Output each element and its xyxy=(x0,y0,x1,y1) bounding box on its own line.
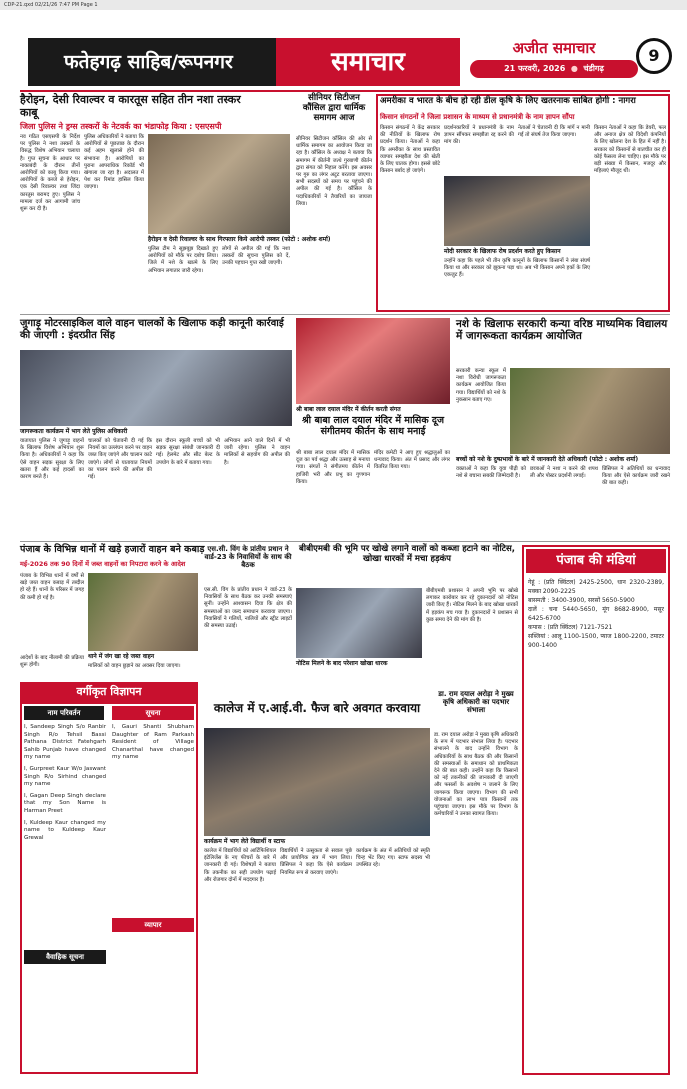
story3-photo xyxy=(444,176,590,246)
story7-headline: पंजाब के विभिन्न थानों में खड़े हजारों वाहन बने कबाड़ xyxy=(20,544,205,555)
story3-caption: मोदी सरकार के खिलाफ रोष प्रदर्शन करते हुए किसान xyxy=(444,247,590,256)
story4-photo xyxy=(20,350,292,426)
story6-body-col1: सरकारी कन्या स्कूल में नशा विरोधी जागरूकता कार्यक्रम आयोजित किया गया। विद्यार्थियों को नशे के नुकसान बताए गए। xyxy=(456,368,506,403)
masthead-rule xyxy=(20,90,670,92)
classified-entry-0: I, Gauri Shanti Shubham Daughter of Ram Parkash Resident of Village Chanarthal have changed my name xyxy=(112,724,194,761)
story3-headline: अमरीका व भारत के बीच हो रही डील कृषि के लिए खतरनाक साबित होगी : नागरा xyxy=(380,96,636,106)
story6-photo xyxy=(510,368,670,454)
mandi-lines xyxy=(528,578,664,1068)
story7-subhead: मई-2026 तक 90 दिनों में जब्त वाहनों का निपटारा करने के आदेश xyxy=(20,560,186,568)
story4-caption: जागरूकता कार्यक्रम में भाग लेते पुलिस अधिकारी xyxy=(20,427,292,436)
story6-body-col4: प्रिंसिपल ने अतिथियों का धन्यवाद किया और ऐसे कार्यक्रम जारी रखने की बात कही। xyxy=(602,466,670,487)
story9-caption: नोटिस मिलने के बाद परेशान खोखा धारक xyxy=(296,659,422,668)
notice-label: सूचना xyxy=(112,706,194,720)
row1-rule xyxy=(20,314,670,315)
story8-body: एस.सी. विंग के प्रांतीय प्रधान ने वार्ड-23 के निवासियों के साथ बैठक कर उनकी समस्याएं सुनीं। उन्होंने आश्वासन दिया कि क्षेत्र की समस्याओं का जल्द समाधान करवाया जाएगा। निवासियों ने गलियों, नालियों और स्ट्रीट लाइटों की समस्या उठाई। xyxy=(204,587,292,630)
story11-body: डा. राम दयाल अरोड़ा ने मुख्य कृषि अधिकारी के रूप में पदभार संभाल लिया है। पदभार संभालने के बाद उन्होंने विभाग के अधिकारियों के साथ बैठक की और किसानों की समस्याओं के समाधान को प्राथमिकता देने की बात कही। उन्होंने कहा कि किसानों को नई तकनीकों की जानकारी दी जाएगी और फसलों के अवशेष न जलाने के लिए जागरूक किया जाएगा। विभाग की सभी योजनाओं का लाभ पात्र किसानों तक पहुंचाया जाएगा। इस मौके पर विभाग के कर्मचारियों ने उनका स्वागत किया। xyxy=(434,732,518,818)
paper-name: अजीत समाचार xyxy=(512,39,596,57)
story5-body-col2: मंदिर कमेटी ने आए हुए श्रद्धालुओं का धन्यवाद किया। अंत में प्रसाद और लंगर वितरित किया गया। xyxy=(374,450,450,471)
edition-date xyxy=(470,60,638,78)
masthead-samachar: समाचार xyxy=(331,47,405,77)
story7-body-col3: मालिकों को वाहन छुड़ाने का अवसर दिया जाएगा। xyxy=(88,663,181,669)
story3-body-col5: उन्होंने कहा कि पहले भी तीन कृषि कानूनों के खिलाफ किसानों ने लंबा संघर्ष किया था और सरकार को झुकना पड़ा था। अब भी किसान अपने हकों के लिए एकजुट हैं। xyxy=(444,258,590,279)
business-label: व्यापार xyxy=(112,918,194,932)
mandi-line-1: गेहूं : (प्रति क्विंटल) 2425-2500, धान 2320-2389, मक्का 2090-2225 xyxy=(528,579,664,595)
story7-body-col1: पंजाब के विभिन्न थानों में वर्षों से खड़े जब्त वाहन कबाड़ में तब्दील हो रहे हैं। थानों के परिसर में जगह की कमी हो गई है। xyxy=(20,573,84,601)
story3-body-col1: किसान संगठनों ने केंद्र सरकार की नीतियों के खिलाफ रोष प्रदर्शन किया। नेताओं ने कहा कि अमरीका के साथ प्रस्तावित व्यापार समझौता देश की खेती के लिए घातक होगा। इससे छोटे किसान बर्बाद हो जाएंगे। xyxy=(380,125,440,175)
mandi-line-5: सब्जियां : आलू 1100-1500, प्याज 1800-2200, टमाटर 900-1400 xyxy=(528,633,664,649)
story10-headline: कालेज में ए.आई.वी. फैज बारे अवगत करवाया xyxy=(213,701,421,715)
story10-body-col3: कार्यक्रम के अंत में अतिथियों को स्मृति चिन्ह भेंट किए गए। स्टाफ सदस्य भी उपस्थित रहे। xyxy=(356,848,430,869)
classified-entry-3: I, Gagan Deep Singh declare that my Son Name is Harman Preet xyxy=(24,792,106,814)
story3-body-col2: प्रदर्शनकारियों ने प्रधानमंत्री के नाम ज्ञापन सौंपकर समझौता रद्द करने की मांग की। xyxy=(444,125,514,146)
matrimonial-label: वैवाहिक सूचना xyxy=(24,950,106,964)
classified-col1 xyxy=(24,724,106,944)
story5-body-col1: श्री बाबा लाल दयाल मंदिर में मासिक दूज का पर्व श्रद्धा और उत्साह से मनाया गया। संगतों ने संगीतमय कीर्तन में हाजिरी भरी और प्रभु का गुणगान किया। xyxy=(296,450,370,485)
story5-caption: श्री बाबा लाल दयाल मंदिर में कीर्तन करती संगत xyxy=(296,405,450,414)
story9-headline: बीबीएमबी की भूमि पर खोखे लगाने वालों को कब्जा हटाने का नोटिस, खोखा धारकों में मचा हड़कंप xyxy=(299,544,515,564)
classified-entry-1: I, Sandeep Singh S/o Ranbir Singh R/o Tehsil Bassi Pathana District Fatehgarh Sahib Punjab have changed my name xyxy=(24,724,106,761)
story10-body-col2: विद्यार्थियों ने उत्सुकता से सवाल पूछे और प्रायोगिक सत्र में भाग लिया। प्रिंसिपल ने कहा कि ऐसे कार्यक्रम नियमित रूप से करवाए जाएंगे। xyxy=(280,848,352,876)
story6-body-col3: छात्राओं ने नशा न करने की शपथ ली और पोस्टर प्रदर्शनी लगाई। xyxy=(530,466,598,480)
story5-photo xyxy=(296,318,450,404)
story4-body-col4: अभियान आने वाले दिनों में भी जारी रहेगा। पुलिस ने वाहन मालिकों से सहयोग की अपील की है। xyxy=(224,438,290,466)
page-number-badge: 9 xyxy=(636,38,672,74)
row2-rule xyxy=(20,541,670,542)
story1-body-col4: लोगों से अपील की गई कि नशा तस्करों की सूचना पुलिस को दें, उनकी पहचान गुप्त रखी जाएगी। xyxy=(222,246,290,267)
city-text: चंडीगढ़ xyxy=(583,64,604,73)
classified-col2 xyxy=(112,724,194,914)
story3-body-col4: किसान नेताओं ने कहा कि डेयरी, फल और अनाज क्षेत्र को विदेशी कंपनियों के लिए खोलना देश के हित में नहीं है। सरकार को किसानों से बातचीत कर ही कोई फैसला लेना चाहिए। इस मौके पर बड़ी संख्या में किसान, मजदूर और महिलाएं मौजूद थीं। xyxy=(594,125,666,175)
story4-body-col3: इस दौरान स्कूली बच्चों को भी सड़क सुरक्षा संबंधी जानकारी दी गई। हेलमेट और सीट बेल्ट के उपयोग के बारे में बताया गया। xyxy=(156,438,220,466)
story1-headline: हैरोइन, देसी रिवाल्वर व कारतूस सहित तीन नशा तस्कर काबू xyxy=(20,93,241,119)
date-text: 21 फरवरी, 2026 xyxy=(504,64,566,73)
story1-body-col3: पुलिस टीम ने सूझबूझ दिखाते हुए आरोपियों को मौके पर दबोच लिया। जिले में नशे के खात्मे के लिए अभियान लगातार जारी रहेगा। xyxy=(148,246,218,274)
story1-body-col2: पुलिस अधिकारियों ने बताया कि आरोपियों से पूछताछ के दौरान कई अहम खुलासे होने की संभावना है। आरोपियों का पुराना आपराधिक रिकॉर्ड भी खंगाला जा रहा है। अदालत में पेश कर रिमांड हासिल किया जाएगा। xyxy=(84,134,144,191)
story4-body-col1: यातायात पुलिस ने जुगाड़ू वाहनों के खिलाफ विशेष अभियान शुरू किया है। अधिकारियों ने कहा कि ऐसे वाहन सड़क सुरक्षा के लिए खतरा हैं और कई हादसों का कारण बनते हैं। xyxy=(20,438,84,481)
story1-body-col1: नव गठित एसएसपी के निर्देश पर पुलिस ने नशा तस्करों के विरुद्ध विशेष अभियान चलाया है। गुप्त सूचना के आधार पर नाकाबंदी के दौरान तीनों आरोपियों को काबू किया गया। आरोपियों के कब्जे से हेरोइन, एक देसी रिवाल्वर तथा जिंदा कारतूस बरामद हुए। पुलिस ने मामला दर्ज कर आगामी जांच शुरू कर दी है। xyxy=(20,134,80,213)
story2-body: सीनियर सिटीजन कौंसिल की ओर से धार्मिक समागम का आयोजन किया जा रहा है। कौंसिल के अध्यक्ष ने बताया कि समागम में कीर्तनी जत्थे गुरबाणी कीर्तन द्वारा संगत को निहाल करेंगे। इस अवसर पर गुरु का लंगर अटूट बरताया जाएगा। सभी सदस्यों को समय पर पहुंचने की अपील की गई है। कौंसिल के पदाधिकारियों ने तैयारियों का जायजा लिया। xyxy=(296,136,372,207)
story5-headline: श्री बाबा लाल दयाल मंदिर में मासिक दूज संगीतमय कीर्तन के साथ मनाई xyxy=(301,415,445,437)
mandi-heading: पंजाब की मंडियां xyxy=(526,549,666,573)
story1-caption: हैरोइन व देसी रिवाल्वर के साथ गिरफ्तार किये आरोपी तस्कर (फोटो : अशोक शर्मा) xyxy=(148,236,331,243)
story9-photo xyxy=(296,588,422,658)
story7-caption: थाने में जंग खा रहे जब्त वाहन xyxy=(88,652,198,661)
story6-caption: बच्चों को नशे के दुष्प्रभावों के बारे में जानकारी देते अधिकारी (फोटो : अशोक शर्मा) xyxy=(456,455,670,464)
file-info-bar: CDP-21.qxd 02/21/26 7:47 PM Page 1 xyxy=(0,0,687,10)
mandi-line-4: कपास : (प्रति क्विंटल) 7121-7521 xyxy=(528,624,613,631)
story10-photo xyxy=(204,728,430,836)
classified-entry-2: I, Gurpreet Kaur W/o Jaswant Singh R/o Sirhind changed my name xyxy=(24,765,106,788)
story7-body-col2: आदेशों के बाद नीलामी की प्रक्रिया शुरू होगी। xyxy=(20,655,84,669)
story1-photo xyxy=(148,134,290,234)
story9-body-col1: बीबीएमबी प्रशासन ने अपनी भूमि पर खोखे लगाकर कारोबार कर रहे दुकानदारों को नोटिस जारी किए हैं। नोटिस मिलने के बाद खोखा धारकों में हड़कंप मच गया है। दुकानदारों ने प्रशासन से कुछ समय देने की मांग की है। xyxy=(426,588,518,623)
classifieds-heading: वर्गीकृत विज्ञापन xyxy=(20,682,198,702)
story6-body-col2: वक्ताओं ने कहा कि युवा पीढ़ी को नशे से बचाना सबकी जिम्मेदारी है। xyxy=(456,466,526,480)
mandi-line-3: दालें : चना 5440-5650, मूंग 8682-8900, मसूर 6425-6700 xyxy=(528,606,664,622)
story11-headline: डा. राम दयाल अरोड़ा ने मुख्य कृषि अधिकारी का पदभार संभाला xyxy=(438,690,514,715)
story2-headline: सीनियर सिटीजन कौंसिल द्वारा धार्मिक समागम आज xyxy=(302,93,366,123)
story4-body-col2: चालकों को चेतावनी दी गई कि नियमों का उल्लंघन करने पर वाहन जब्त किए जाएंगे और चालान काटे जाएंगे। लोगों से यातायात नियमों का पालन करने की अपील की गई। xyxy=(88,438,152,481)
classified-entry-4: I, Kuldeep Kaur changed my name to Kuldeep Kaur Grewal xyxy=(24,819,106,841)
story4-headline: जुगाड़ू मोटरसाइकिल वाले वाहन चालकों के खिलाफ कड़ी कानूनी कार्रवाई की जाएगी : इंदरप्रीत सिंह xyxy=(20,318,284,341)
mandi-line-2: बासमती : 3400-3900, सरसों 5650-5900 xyxy=(528,597,635,604)
story7-photo xyxy=(88,573,198,651)
name-change-label: नाम परिवर्तन xyxy=(24,706,104,720)
bullet-dot-icon: ● xyxy=(568,64,581,73)
story10-caption: कार्यक्रम में भाग लेते विद्यार्थी व स्टाफ xyxy=(204,837,430,846)
story1-subhead: जिला पुलिस ने ड्रग्स तस्करों के नेटवर्क का भंडाफोड़ किया : एसएसपी xyxy=(20,122,222,131)
story3-subhead: किसान संगठनों ने जिला प्रशासन के माध्यम से प्रधानमंत्री के नाम ज्ञापन सौंपा xyxy=(380,113,575,121)
story8-headline: एस.सी. विंग के प्रांतीय प्रधान ने वार्ड-23 के निवासियों के साथ की बैठक xyxy=(204,545,292,570)
story10-body-col1: कालेज में विद्यार्थियों को आर्टिफिशियल इंटेलिजेंस के नए फीचरों के बारे में जानकारी दी गई। विशेषज्ञों ने बताया कि तकनीक का सही उपयोग पढ़ाई और रोजगार दोनों में मददगार है। xyxy=(204,848,276,883)
story3-body-col3: नेताओं ने चेतावनी दी कि मांगें न मानी गईं तो संघर्ष तेज किया जाएगा। xyxy=(518,125,590,139)
story6-headline: नशे के खिलाफ सरकारी कन्या वरिष्ठ माध्यमिक विद्यालय में जागरूकता कार्यक्रम आयोजित xyxy=(456,318,668,343)
masthead-section-title: फतेहगढ़ साहिब/रूपनगर xyxy=(28,38,276,86)
